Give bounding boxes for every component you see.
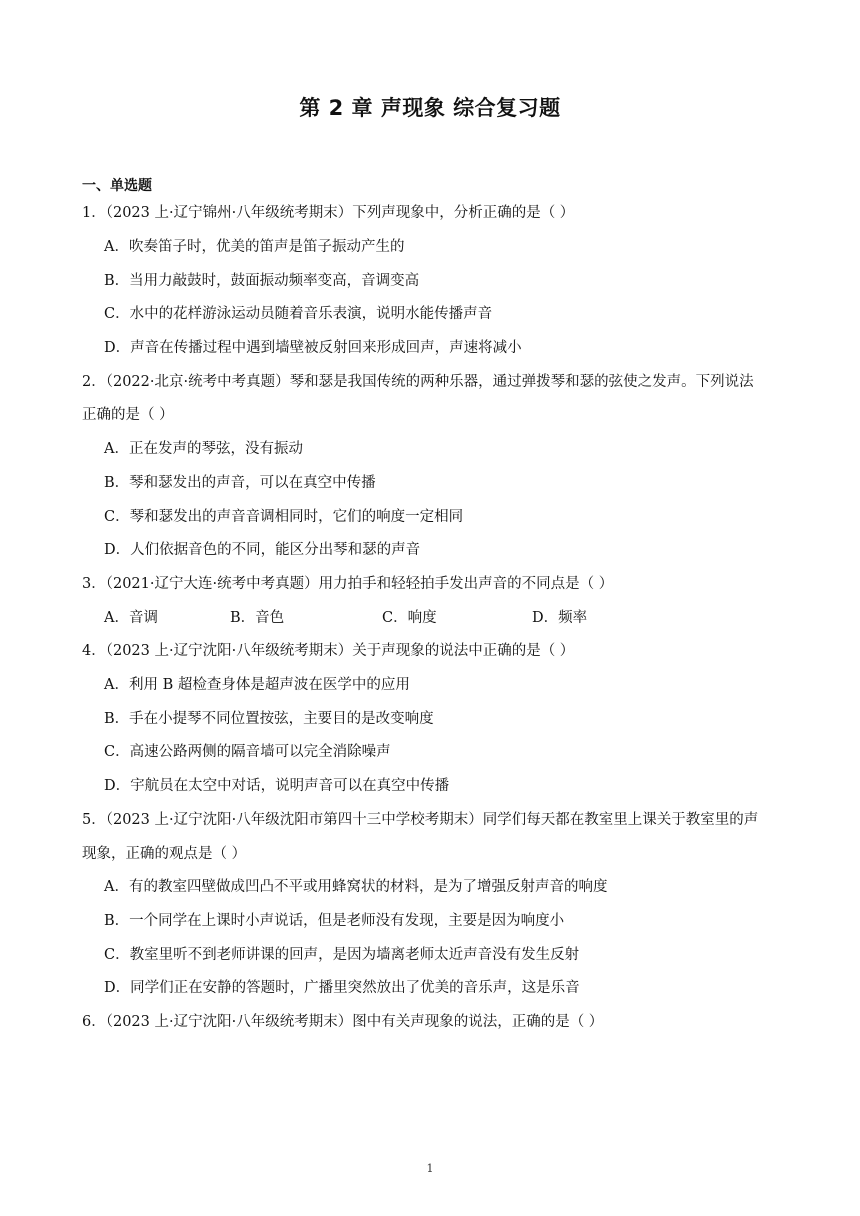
question-1-option-d: D．声音在传播过程中遇到墙壁被反射回来形成回声，声速将减小	[104, 340, 522, 356]
question-6-stem: 6．（2023 上·辽宁沈阳·八年级统考期末）图中有关声现象的说法，正确的是（ ）	[82, 1014, 604, 1030]
question-5-option-d: D．同学们正在安静的答题时，广播里突然放出了优美的音乐声，这是乐音	[104, 980, 580, 996]
question-5-option-c: C．教室里听不到老师讲课的回声，是因为墙离老师太近声音没有发生反射	[104, 947, 580, 963]
question-1-option-c: C．水中的花样游泳运动员随着音乐表演，说明水能传播声音	[104, 306, 493, 322]
question-3-option-c: C．响度	[382, 610, 437, 626]
question-2-stem: 2．（2022·北京·统考中考真题）琴和瑟是我国传统的两种乐器，通过弹拨琴和瑟的弦使之发声。下列说法	[82, 374, 754, 390]
question-2-stem-continued: 正确的是（ ）	[82, 407, 174, 423]
question-4-option-a: A．利用 B 超检查身体是超声波在医学中的应用	[104, 677, 410, 693]
question-3-stem: 3．（2021·辽宁大连·统考中考真题）用力拍手和轻轻拍手发出声音的不同点是（ ）	[82, 576, 614, 592]
question-1-option-b: B．当用力敲鼓时，鼓面振动频率变高，音调变高	[104, 273, 420, 289]
question-2-option-a: A．正在发声的琴弦，没有振动	[104, 441, 303, 457]
question-3-option-a: A．音调	[104, 610, 158, 626]
question-4-stem: 4．（2023 上·辽宁沈阳·八年级统考期末）关于声现象的说法中正确的是（ ）	[82, 643, 575, 659]
question-5-option-a: A．有的教室四壁做成凹凸不平或用蜂窝状的材料，是为了增强反射声音的响度	[104, 879, 608, 895]
question-1-option-a: A．吹奏笛子时，优美的笛声是笛子振动产生的	[104, 239, 405, 255]
question-5-stem-continued: 现象，正确的观点是（ ）	[82, 846, 247, 862]
question-1-stem: 1．（2023 上·辽宁锦州·八年级统考期末）下列声现象中，分析正确的是（ ）	[82, 205, 575, 221]
question-5-stem: 5．（2023 上·辽宁沈阳·八年级沈阳市第四十三中学校考期末）同学们每天都在教室里上课关于教室里的声	[82, 812, 759, 828]
question-2-option-d: D．人们依据音色的不同，能区分出琴和瑟的声音	[104, 542, 421, 558]
page-number: 1	[426, 1162, 434, 1175]
question-3-option-b: B．音色	[230, 610, 285, 626]
question-4-option-c: C．高速公路两侧的隔音墙可以完全消除噪声	[104, 744, 391, 760]
question-2-option-b: B．琴和瑟发出的声音，可以在真空中传播	[104, 475, 376, 491]
question-3-options	[104, 608, 587, 628]
question-4-option-b: B．手在小提琴不同位置按弦，主要目的是改变响度	[104, 711, 434, 727]
question-4-option-d: D．宇航员在太空中对话，说明声音可以在真空中传播	[104, 778, 450, 794]
question-3-option-d: D．频率	[532, 610, 588, 626]
section-heading: 一、单选题	[82, 178, 152, 194]
question-2-option-c: C．琴和瑟发出的声音音调相同时，它们的响度一定相同	[104, 509, 464, 525]
question-5-option-b: B．一个同学在上课时小声说话，但是老师没有发现，主要是因为响度小	[104, 913, 565, 929]
page-title: 第 2 章 声现象 综合复习题	[299, 96, 561, 120]
